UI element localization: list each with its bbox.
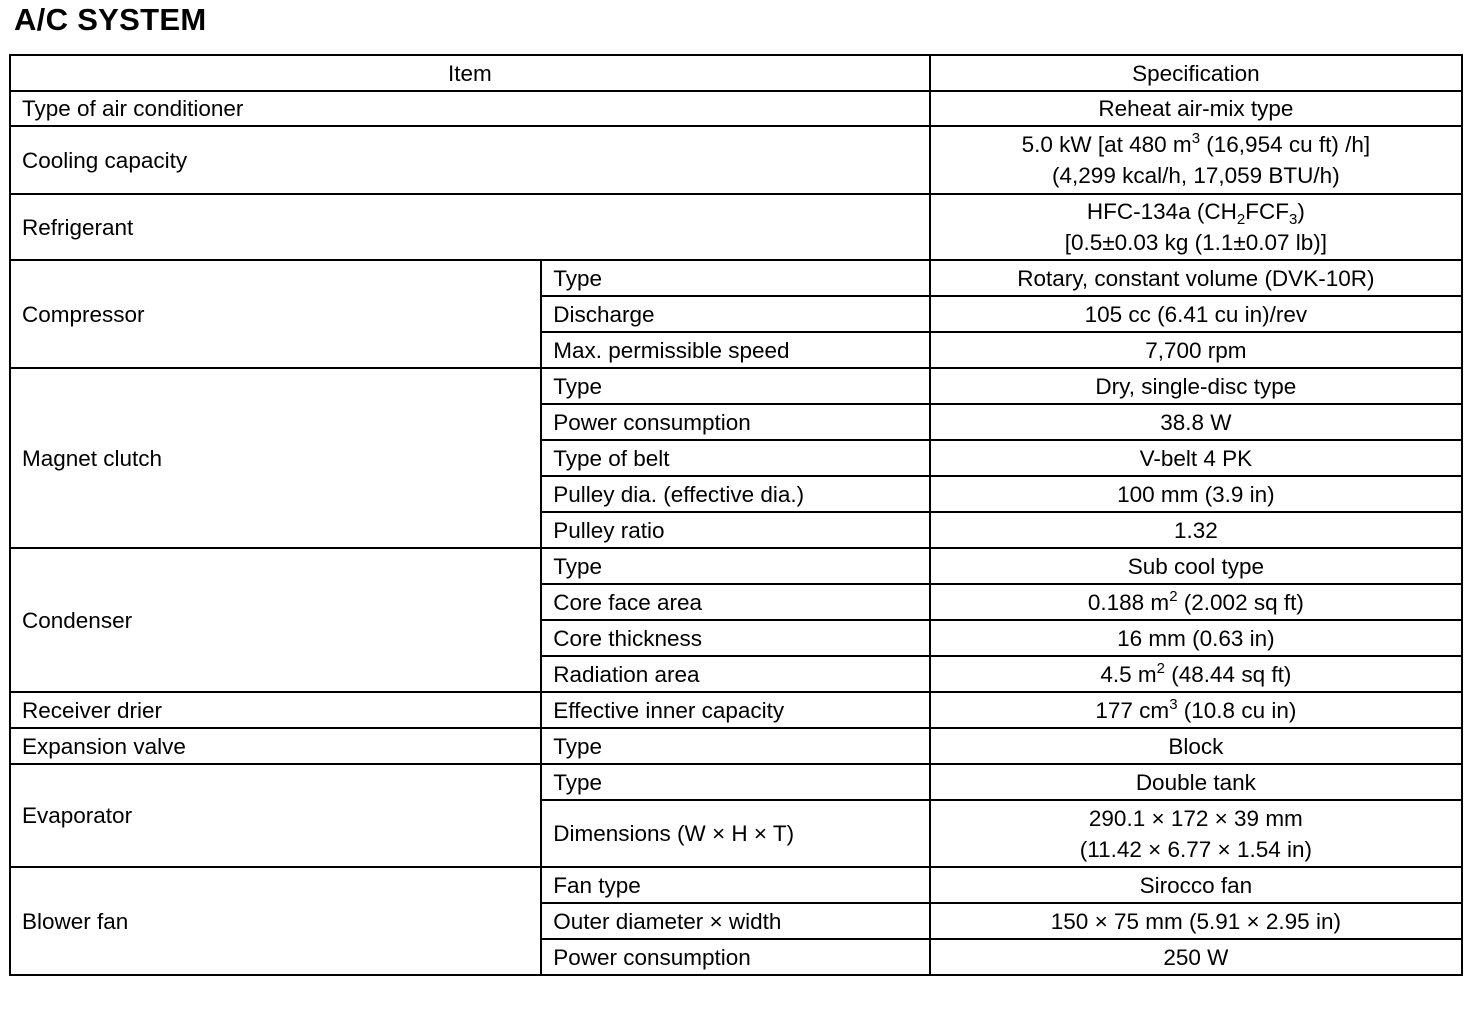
table-row bbox=[10, 91, 1462, 126]
header-specification: Specification bbox=[930, 55, 1462, 91]
specification-cell bbox=[930, 440, 1462, 476]
header-item: Item bbox=[10, 55, 930, 91]
spec-line bbox=[942, 834, 1450, 865]
sub-item-cell: Core face area bbox=[541, 584, 930, 620]
spec-line bbox=[942, 227, 1450, 258]
spec-line bbox=[942, 870, 1450, 901]
sub-item-cell: Type bbox=[541, 728, 930, 764]
spec-text: (48.44 sq ft) bbox=[1165, 661, 1292, 687]
sub-item-cell: Dimensions (W × H × T) bbox=[541, 800, 930, 867]
spec-text: Block bbox=[1168, 733, 1224, 759]
specification-cell bbox=[930, 939, 1462, 975]
spec-line bbox=[942, 803, 1450, 834]
item-cell: Magnet clutch bbox=[10, 368, 541, 548]
superscript: 2 bbox=[1156, 659, 1166, 677]
spec-text: 5.0 kW [at 480 m bbox=[1021, 132, 1192, 157]
sub-item-cell: Max. permissible speed bbox=[541, 332, 930, 368]
spec-line bbox=[942, 767, 1450, 798]
table-row bbox=[10, 548, 1462, 584]
spec-line bbox=[942, 906, 1450, 937]
spec-line bbox=[942, 263, 1450, 294]
spec-text: Reheat air-mix type bbox=[1098, 96, 1294, 121]
table-row bbox=[10, 126, 1462, 194]
spec-line bbox=[942, 479, 1450, 510]
sub-item-cell: Effective inner capacity bbox=[541, 692, 930, 728]
specification-cell bbox=[930, 368, 1462, 404]
specification-cell bbox=[930, 764, 1462, 800]
specification-cell bbox=[930, 728, 1462, 764]
item-cell: Refrigerant bbox=[10, 194, 930, 260]
specification-cell bbox=[930, 800, 1462, 867]
spec-text: Rotary, constant volume (DVK-10R) bbox=[1017, 265, 1375, 291]
spec-text: 7,700 rpm bbox=[1145, 337, 1247, 363]
table-header-row bbox=[10, 55, 1462, 91]
sub-item-cell: Outer diameter × width bbox=[541, 903, 930, 939]
spec-line bbox=[942, 443, 1450, 474]
specification-cell bbox=[930, 867, 1462, 903]
table-row bbox=[10, 867, 1462, 903]
spec-line bbox=[942, 371, 1450, 402]
spec-text: (16,954 cu ft) /h] bbox=[1200, 132, 1371, 157]
spec-line bbox=[942, 731, 1450, 762]
sub-item-cell: Type bbox=[541, 548, 930, 584]
spec-text: 16 mm (0.63 in) bbox=[1117, 625, 1275, 651]
spec-line bbox=[942, 942, 1450, 973]
sub-item-cell: Type bbox=[541, 368, 930, 404]
ac-system-spec-table bbox=[9, 54, 1463, 976]
spec-line bbox=[942, 335, 1450, 366]
subscript: 3 bbox=[1289, 211, 1298, 228]
item-cell: Expansion valve bbox=[10, 728, 541, 764]
specification-cell bbox=[930, 584, 1462, 620]
spec-line bbox=[942, 515, 1450, 546]
spec-line bbox=[942, 299, 1450, 330]
spec-text: (10.8 cu in) bbox=[1177, 697, 1297, 723]
sub-item-cell: Discharge bbox=[541, 296, 930, 332]
sub-item-cell: Power consumption bbox=[541, 404, 930, 440]
spec-text: 290.1 × 172 × 39 mm bbox=[1088, 805, 1303, 831]
spec-text: Sirocco fan bbox=[1139, 872, 1253, 898]
spec-text: HFC-134a (CH bbox=[1086, 199, 1237, 224]
table-row bbox=[10, 194, 1462, 260]
sub-item-cell: Power consumption bbox=[541, 939, 930, 975]
item-cell: Type of air conditioner bbox=[10, 91, 930, 126]
sub-item-cell: Radiation area bbox=[541, 656, 930, 692]
spec-text: 100 mm (3.9 in) bbox=[1117, 481, 1275, 507]
spec-text: Dry, single-disc type bbox=[1095, 373, 1297, 399]
spec-line bbox=[942, 129, 1450, 160]
spec-text: (4,299 kcal/h, 17,059 BTU/h) bbox=[1052, 163, 1340, 188]
sub-item-cell: Type bbox=[541, 764, 930, 800]
spec-line bbox=[942, 551, 1450, 582]
item-cell: Condenser bbox=[10, 548, 541, 692]
spec-line bbox=[942, 160, 1450, 191]
spec-line bbox=[942, 695, 1450, 726]
spec-text: FCF bbox=[1245, 199, 1289, 224]
superscript: 3 bbox=[1191, 130, 1201, 147]
superscript: 3 bbox=[1169, 695, 1178, 713]
item-cell: Compressor bbox=[10, 260, 541, 368]
spec-text: 38.8 W bbox=[1160, 409, 1232, 435]
spec-text: (11.42 × 6.77 × 1.54 in) bbox=[1079, 836, 1312, 862]
table-row bbox=[10, 764, 1462, 800]
spec-line bbox=[942, 623, 1450, 654]
item-cell: Evaporator bbox=[10, 764, 541, 867]
table-row bbox=[10, 692, 1462, 728]
specification-cell bbox=[930, 332, 1462, 368]
sub-item-cell: Pulley dia. (effective dia.) bbox=[541, 476, 930, 512]
spec-text: Double tank bbox=[1135, 769, 1256, 795]
spec-text: 105 cc (6.41 cu in)/rev bbox=[1084, 301, 1308, 327]
spec-line bbox=[942, 196, 1450, 227]
sub-item-cell: Core thickness bbox=[541, 620, 930, 656]
table-row bbox=[10, 368, 1462, 404]
spec-text: 250 W bbox=[1163, 944, 1229, 970]
specification-cell bbox=[930, 194, 1462, 260]
spec-text: [0.5±0.03 kg (1.1±0.07 lb)] bbox=[1064, 230, 1328, 255]
spec-text: V-belt 4 PK bbox=[1139, 445, 1253, 471]
specification-cell bbox=[930, 91, 1462, 126]
sub-item-cell: Pulley ratio bbox=[541, 512, 930, 548]
specification-cell bbox=[930, 260, 1462, 296]
item-cell: Receiver drier bbox=[10, 692, 541, 728]
spec-text: Sub cool type bbox=[1127, 553, 1265, 579]
sub-item-cell: Fan type bbox=[541, 867, 930, 903]
table-row bbox=[10, 260, 1462, 296]
spec-line bbox=[942, 659, 1450, 690]
item-cell: Blower fan bbox=[10, 867, 541, 975]
spec-text: ) bbox=[1297, 199, 1305, 224]
table-row bbox=[10, 728, 1462, 764]
sub-item-cell: Type of belt bbox=[541, 440, 930, 476]
spec-line bbox=[942, 93, 1450, 124]
specification-cell bbox=[930, 656, 1462, 692]
item-cell: Cooling capacity bbox=[10, 126, 930, 194]
spec-text: 1.32 bbox=[1173, 517, 1218, 543]
subscript: 2 bbox=[1236, 211, 1246, 228]
sub-item-cell: Type bbox=[541, 260, 930, 296]
spec-line bbox=[942, 407, 1450, 438]
spec-text: (2.002 sq ft) bbox=[1177, 589, 1304, 615]
specification-cell bbox=[930, 903, 1462, 939]
spec-text: 177 cm bbox=[1095, 697, 1170, 723]
spec-text: 0.188 m bbox=[1087, 589, 1170, 615]
specification-cell bbox=[930, 512, 1462, 548]
specification-cell bbox=[930, 296, 1462, 332]
superscript: 2 bbox=[1169, 587, 1178, 605]
spec-text: 4.5 m bbox=[1100, 661, 1157, 687]
specification-cell bbox=[930, 620, 1462, 656]
page-title: A/C SYSTEM bbox=[14, 2, 207, 37]
specification-cell bbox=[930, 692, 1462, 728]
spec-line bbox=[942, 587, 1450, 618]
specification-cell bbox=[930, 404, 1462, 440]
specification-cell bbox=[930, 548, 1462, 584]
specification-cell bbox=[930, 126, 1462, 194]
spec-text: 150 × 75 mm (5.91 × 2.95 in) bbox=[1050, 908, 1341, 934]
specification-cell bbox=[930, 476, 1462, 512]
